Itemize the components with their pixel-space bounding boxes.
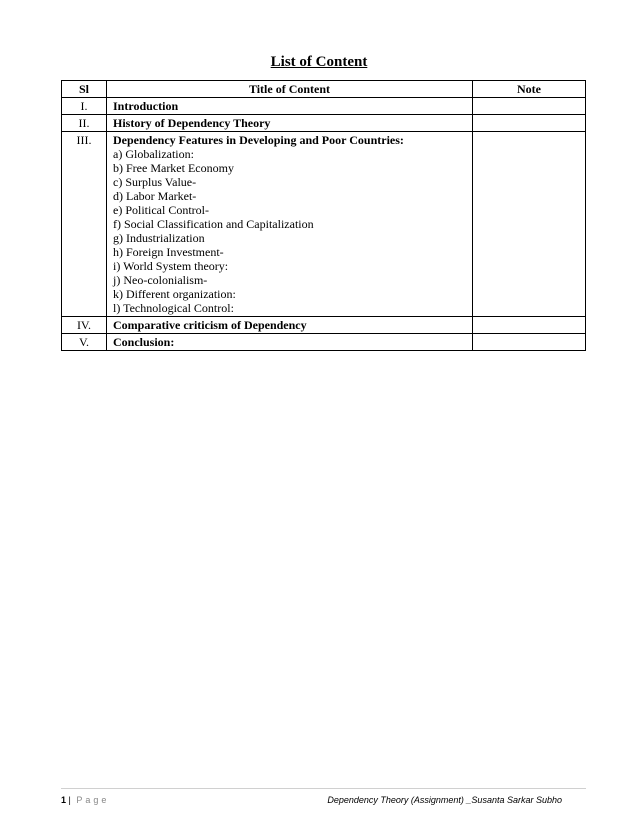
row-title: History of Dependency Theory xyxy=(107,115,473,132)
page-footer xyxy=(61,788,586,805)
footer-separator: | xyxy=(68,795,71,805)
row-title: Dependency Features in Developing and Poor Countries: xyxy=(113,133,404,147)
row-title-cell xyxy=(107,132,473,317)
row-sl: IV. xyxy=(62,317,107,334)
table-row xyxy=(62,98,586,115)
page-title: List of Content xyxy=(270,54,368,70)
subitem: a) Globalization: xyxy=(113,147,194,161)
subitem: l) Technological Control: xyxy=(113,301,234,315)
row-note xyxy=(473,115,586,132)
table-row xyxy=(62,132,586,317)
row-note xyxy=(473,334,586,351)
subitem: k) Different organization: xyxy=(113,287,236,301)
row-note xyxy=(473,132,586,317)
contents-table xyxy=(61,80,586,351)
row-sl: II. xyxy=(62,115,107,132)
column-header-note: Note xyxy=(473,81,586,98)
row-sl: V. xyxy=(62,334,107,351)
subitem: f) Social Classification and Capitalization xyxy=(113,217,314,231)
page-number: 1 xyxy=(61,795,67,805)
column-header-title: Title of Content xyxy=(107,81,473,98)
table-row xyxy=(62,115,586,132)
row-title: Introduction xyxy=(107,98,473,115)
row-title: Comparative criticism of Dependency xyxy=(107,317,473,334)
subitem: j) Neo-colonialism- xyxy=(113,273,208,287)
subitem: b) Free Market Economy xyxy=(113,161,234,175)
row-title: Conclusion: xyxy=(107,334,473,351)
subitem: i) World System theory: xyxy=(113,259,229,273)
row-note xyxy=(473,98,586,115)
table-row xyxy=(62,317,586,334)
row-sl: I. xyxy=(62,98,107,115)
row-sl: III. xyxy=(62,132,107,317)
footer-document-info: Dependency Theory (Assignment) _Susanta Sarkar Subho xyxy=(327,795,562,805)
subitem: e) Political Control- xyxy=(113,203,209,217)
subitem: d) Labor Market- xyxy=(113,189,197,203)
table-header-row xyxy=(62,81,586,98)
subitem: g) Industrialization xyxy=(113,231,205,245)
page-label: Page xyxy=(76,795,110,805)
table-row xyxy=(62,334,586,351)
subitem: c) Surplus Value- xyxy=(113,175,197,189)
row-note xyxy=(473,317,586,334)
subitem: h) Foreign Investment- xyxy=(113,245,224,259)
column-header-sl: Sl xyxy=(62,81,107,98)
